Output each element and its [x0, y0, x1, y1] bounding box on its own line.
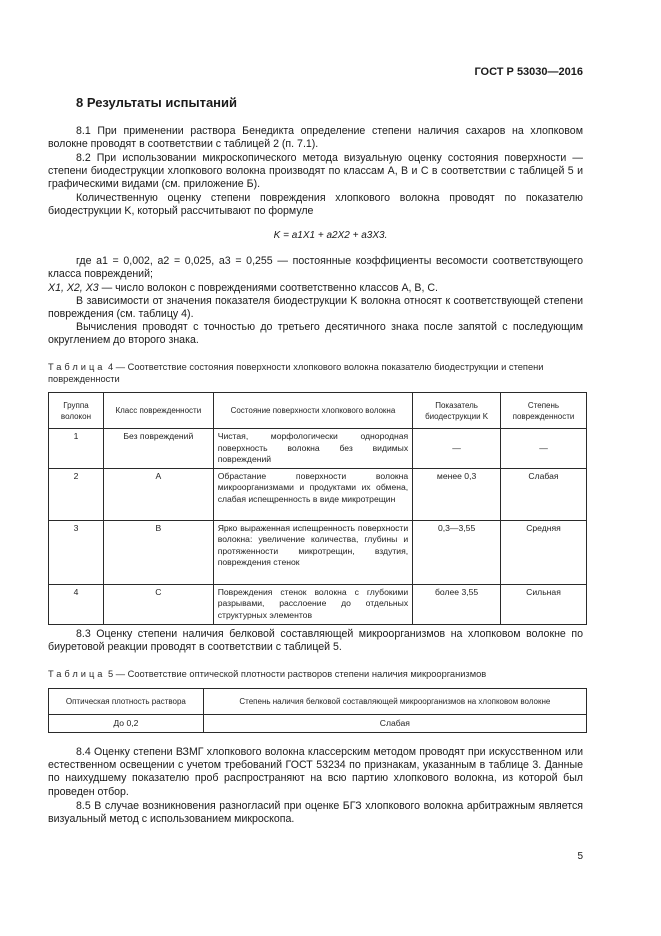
paragraph-8-2: 8.2 При использовании микроскопического метода визуальную оценку состояния поверхности — степени биодеструкции хлопкового волокна производят по классам А, В и С в соответствии с таблицей 5 и графическими видами (см. приложение Б). [48, 152, 583, 191]
table-cell: С [103, 584, 213, 624]
table-cell: Средняя [501, 520, 587, 584]
where-tail: — постоянные коэффициенты весомости соответствующего класса повреждений; [48, 255, 583, 281]
table-cell: — [413, 429, 501, 469]
paragraph-calculation: Вычисления проводят с точностью до третьего десятичного знака после запятой с последующим округлением до второго знака. [48, 321, 583, 347]
table-row [49, 520, 587, 584]
table-cell: 4 [49, 584, 104, 624]
table-4-header-row [49, 393, 587, 429]
variables-x-tail: — число волокон с повреждениями соответственно классов А, В, С. [98, 282, 438, 294]
table-cell: — [501, 429, 587, 469]
table-cell: Повреждения стенок волокна с глубокими разрывами, расслоение до отдельных структурных элементов [213, 584, 412, 624]
paragraph-8-1: 8.1 При применении раствора Бенедикта определение степени наличия сахаров на хлопковом волокне проводят в соответствии с таблицей 2 (п. 7.1). [48, 125, 583, 151]
table-cell: более 3,55 [413, 584, 501, 624]
table-row [49, 429, 587, 469]
paragraph-8-4: 8.4 Оценку степени ВЗМГ хлопкового волокна классерским методом проводят при искусственном или естественном освещении с учетом требований ГОСТ 53234 по признакам, указанным в таблице 3. Данные по наихудшему показателю проб распространяют на всю партию хлопкового волокна, из которой был проведен отбор. [48, 746, 583, 798]
table-4-caption [48, 361, 588, 385]
paragraph-8-5: 8.5 В случае возникновения разногласий при оценке БГЗ хлопкового волокна арбитражным является визуальный метод с использованием микроскопа. [48, 800, 583, 826]
variables-x: X1, X2, X3 [48, 282, 99, 294]
formula-k [0, 230, 661, 241]
paragraph-x-definition [48, 282, 583, 295]
table-cell: Без повреждений [103, 429, 213, 469]
table-row [49, 468, 587, 520]
table-cell: 3 [49, 520, 104, 584]
section-title: 8 Результаты испытаний [76, 95, 238, 110]
table-cell: Чистая, морфологически однородная поверхность волокна без видимых повреждений [213, 429, 412, 469]
table-5 [48, 688, 587, 733]
table-4-caption-label: Таблица [48, 362, 106, 372]
paragraph-8-3: 8.3 Оценку степени наличия белковой составляющей микроорганизмов на хлопковом волокне по биуретовой реакции проводят в соответствии с таблицей 5. [48, 628, 583, 654]
table-4-header-cell: Состояние поверхности хлопкового волокна [213, 393, 412, 429]
table-4-header-cell: Класс поврежденности [103, 393, 213, 429]
table-5-header-cell: Оптическая плотность раствора [49, 689, 204, 715]
table-cell: В [103, 520, 213, 584]
table-cell: Обрастание поверхности волокна микроорганизмами и продуктами их обмена, слабая испещренность в виде микротрещин [213, 468, 412, 520]
table-4-header-cell: Степень поврежденности [501, 393, 587, 429]
table-4-header-cell: Показатель биодеструкции K [413, 393, 501, 429]
coefficient-a1: a1 = 0,002, [96, 255, 158, 267]
page-number: 5 [577, 851, 583, 862]
table-5-header-cell: Степень наличия белковой составляющей микроорганизмов на хлопковом волокне [203, 689, 586, 715]
table-cell: Слабая [203, 715, 586, 733]
table-5-caption-label: Таблица [48, 669, 106, 679]
table-5-caption-text: 5 — Соответствие оптической плотности растворов степени наличия микроорганизмов [105, 669, 487, 679]
table-cell: 1 [49, 429, 104, 469]
table-5-caption [48, 668, 588, 680]
paragraph-where [48, 255, 583, 281]
table-cell: 2 [49, 468, 104, 520]
table-5-header-row [49, 689, 587, 715]
document-code: ГОСТ Р 53030—2016 [474, 66, 583, 78]
table-4-header-cell: Группа волокон [49, 393, 104, 429]
table-4 [48, 392, 587, 625]
table-cell: Ярко выраженная испещренность поверхности волокна: увеличение количества, глубины и протяженности микротрещин, вздутия, повреждения стенок [213, 520, 412, 584]
formula-text: K = a1X1 + a2X2 + a3X3. [273, 230, 388, 241]
table-cell: менее 0,3 [413, 468, 501, 520]
coefficient-a2: a2 = 0,025, [157, 255, 219, 267]
coefficient-a3: a3 = 0,255 [218, 255, 273, 267]
table-cell: 0,3—3,55 [413, 520, 501, 584]
table-row [49, 715, 587, 733]
paragraph-quantitative: Количественную оценку степени повреждения хлопкового волокна проводят по показателю биодеструкции K, который рассчитывают по формуле [48, 192, 583, 218]
table-4-caption-text: 4 — Соответствие состояния поверхности хлопкового волокна показателю биодеструкции и степени поврежденности [48, 362, 544, 384]
paragraph-dependence: В зависимости от значения показателя биодеструкции K волокна относят к соответствующей степени повреждения (см. таблицу 4). [48, 295, 583, 321]
table-cell: До 0,2 [49, 715, 204, 733]
table-row [49, 584, 587, 624]
where-intro: где [76, 255, 97, 267]
table-cell: Сильная [501, 584, 587, 624]
table-cell: Слабая [501, 468, 587, 520]
table-cell: А [103, 468, 213, 520]
